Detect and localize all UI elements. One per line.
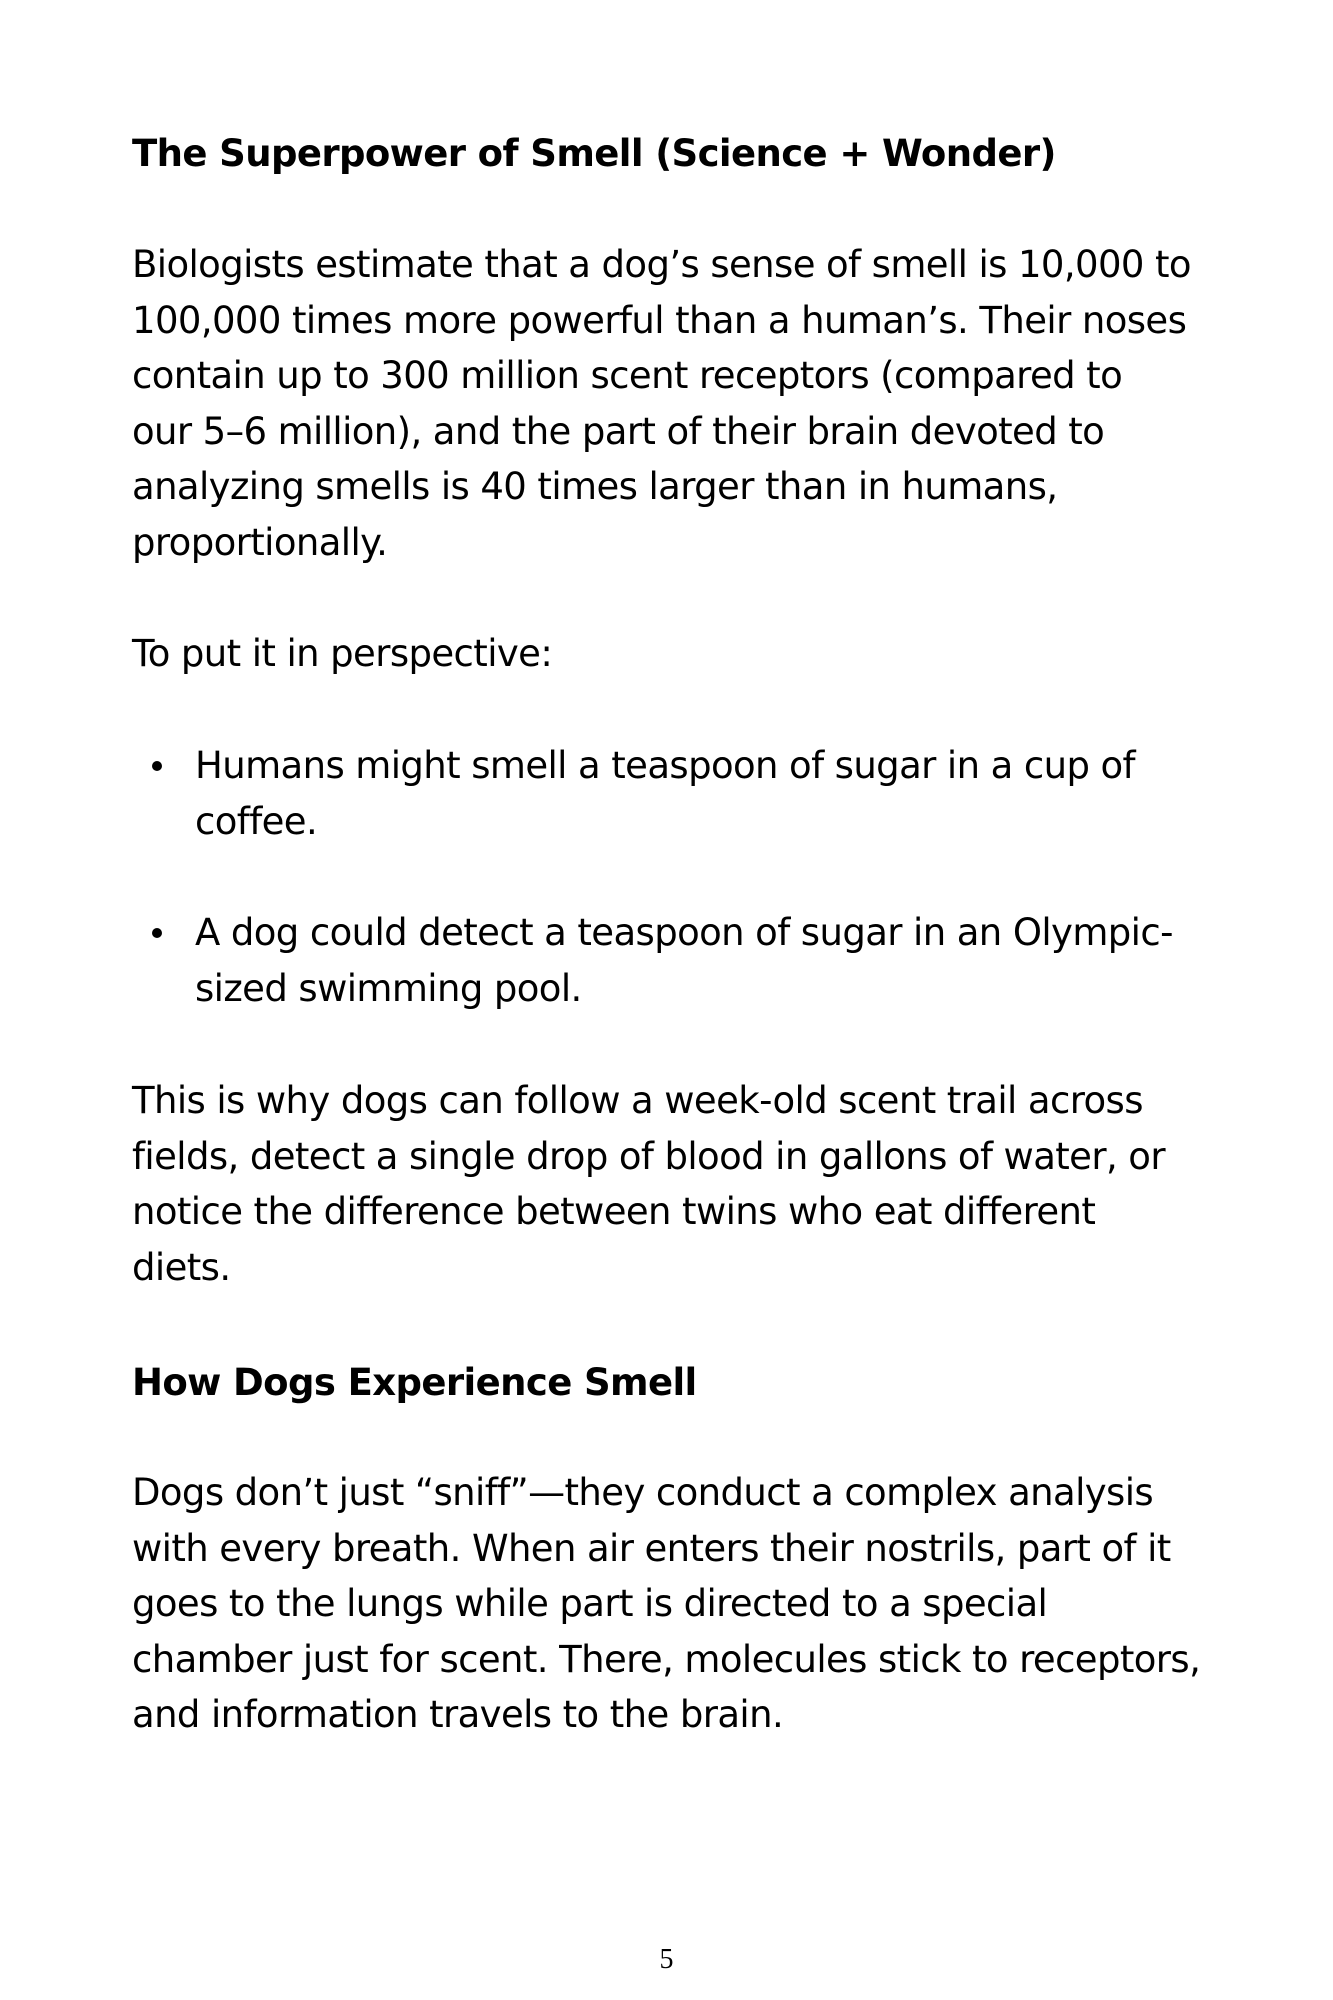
perspective-intro: To put it in perspective:: [132, 632, 553, 675]
text-line: Dogs don’t just “sniff”—they conduct a complex analysis: [132, 1471, 1154, 1514]
bullet-icon: [152, 761, 162, 771]
text-line: notice the difference between twins who eat different: [132, 1190, 1096, 1234]
text-line: and information travels to the brain.: [132, 1693, 784, 1737]
text-line: coffee.: [195, 799, 318, 843]
text-line: with every breath. When air enters their nostrils, part of it: [132, 1526, 1171, 1570]
text-line: sized swimming pool.: [195, 966, 582, 1010]
section-heading-how-dogs-experience-smell: How Dogs Experience Smell: [132, 1361, 697, 1404]
text-line: 100,000 times more powerful than a human’s. Their noses: [132, 298, 1187, 342]
paragraph-smell-statistics: [132, 237, 1191, 571]
paragraph-smell-process: [132, 1465, 1200, 1743]
text-line: diets.: [132, 1245, 231, 1289]
text-line: analyzing smells is 40 times larger than in humans,: [132, 465, 1058, 509]
text-line: proportionally.: [132, 520, 388, 564]
text-line: Biologists estimate that a dog’s sense of smell is 10,000 to: [132, 243, 1191, 286]
text-line: contain up to 300 million scent receptors (compared to: [132, 354, 1123, 398]
paragraph-scent-abilities: [132, 1073, 1165, 1295]
list-item-text: [195, 905, 1173, 1016]
text-line: Humans might smell a teaspoon of sugar in a cup of: [195, 744, 1135, 787]
text-line: our 5–6 million), and the part of their brain devoted to: [132, 409, 1105, 453]
page-number: 5: [659, 1944, 674, 1975]
text-line: chamber just for scent. There, molecules stick to receptors,: [132, 1637, 1201, 1681]
text-line: fields, detect a single drop of blood in gallons of water, or: [132, 1134, 1165, 1178]
bullet-icon: [152, 928, 162, 938]
list-item-text: [195, 738, 1135, 849]
section-heading-superpower-of-smell: The Superpower of Smell (Science + Wonder): [132, 132, 1056, 175]
text-line: goes to the lungs while part is directed to a special: [132, 1582, 1048, 1626]
text-line: A dog could detect a teaspoon of sugar in an Olympic-: [195, 911, 1173, 954]
text-line: This is why dogs can follow a week-old scent trail across: [132, 1079, 1143, 1122]
